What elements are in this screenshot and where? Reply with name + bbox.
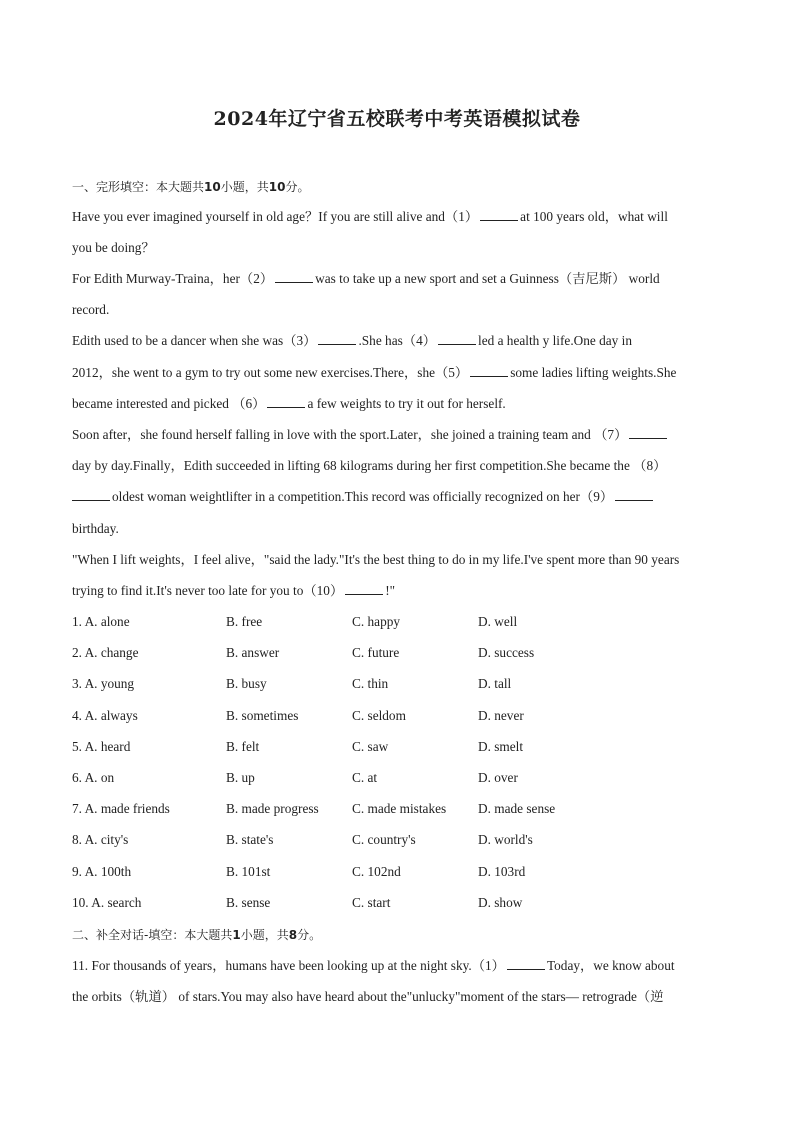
- answer-option[interactable]: D. smelt: [478, 739, 524, 754]
- answer-option[interactable]: C. happy: [352, 614, 401, 629]
- passage-line: record.: [72, 302, 110, 317]
- answer-option[interactable]: 6. A. on: [72, 770, 115, 785]
- passage-line: For Edith Murway-Traina，her（2） was to take up a new sport and set a Guinness（吉尼斯） world: [72, 271, 660, 286]
- passage-line: became interested and picked （6） a few weights to try it out for herself.: [72, 396, 506, 411]
- answer-blank[interactable]: [615, 489, 653, 501]
- section-2-heading: 二、补全对话-填空：本大题共1小题，共8分。: [72, 928, 322, 942]
- passage-line: the orbits（轨道） of stars.You may also have heard about the"unlucky"moment of the stars— retrograde（逆: [72, 989, 664, 1004]
- answer-blank[interactable]: [345, 583, 383, 595]
- answer-option[interactable]: D. well: [478, 614, 518, 629]
- passage-line: Have you ever imagined yourself in old age？If you are still alive and（1） at 100 years old，what will: [72, 209, 668, 224]
- answer-option[interactable]: B. state's: [226, 832, 274, 847]
- question-row: [0, 863, 794, 881]
- answer-option[interactable]: B. felt: [226, 739, 260, 754]
- answer-option[interactable]: B. busy: [226, 676, 267, 691]
- question-row: [0, 738, 794, 756]
- answer-blank[interactable]: [318, 333, 356, 345]
- answer-option[interactable]: B. answer: [226, 645, 280, 660]
- section-1-heading: 一、完形填空：本大题共10小题，共10分。: [72, 180, 310, 194]
- passage-line: "When I lift weights，I feel alive，"said the lady."It's the best thing to do in my life.I've spent more than 90 years: [72, 552, 680, 567]
- answer-option[interactable]: C. 102nd: [352, 864, 401, 879]
- answer-option[interactable]: B. up: [226, 770, 255, 785]
- passage-line: you be doing？: [72, 240, 155, 255]
- passage-line: oldest woman weightlifter in a competition.This record was officially recognized on her（9）: [72, 488, 655, 506]
- passage-line: 2012，she went to a gym to try out some new exercises.There，she（5） some ladies lifting weights.She: [72, 365, 677, 380]
- answer-option[interactable]: 1. A. alone: [72, 614, 130, 629]
- passage-line: Edith used to be a dancer when she was（3） .She has（4） led a health y life.One day in: [72, 333, 632, 348]
- answer-option[interactable]: 3. A. young: [72, 676, 135, 691]
- answer-option[interactable]: D. 103rd: [478, 864, 526, 879]
- question-row: [0, 675, 794, 693]
- answer-option[interactable]: 2. A. change: [72, 645, 139, 660]
- question-row: [0, 769, 794, 787]
- answer-blank[interactable]: [438, 333, 476, 345]
- passage-line: trying to find it.It's never too late for you to（10） !": [72, 583, 396, 598]
- answer-option[interactable]: C. start: [352, 895, 391, 910]
- answer-option[interactable]: C. thin: [352, 676, 389, 691]
- answer-blank[interactable]: [267, 396, 305, 408]
- answer-option[interactable]: C. saw: [352, 739, 389, 754]
- answer-option[interactable]: D. world's: [478, 832, 533, 847]
- question-row: [0, 831, 794, 849]
- passage-line: birthday.: [72, 521, 119, 536]
- answer-option[interactable]: C. future: [352, 645, 400, 660]
- answer-option[interactable]: 4. A. always: [72, 708, 138, 723]
- answer-option[interactable]: 7. A. made friends: [72, 801, 170, 816]
- question-row: [0, 707, 794, 725]
- answer-option[interactable]: B. free: [226, 614, 263, 629]
- question-row: [0, 800, 794, 818]
- answer-option[interactable]: D. made sense: [478, 801, 556, 816]
- answer-blank[interactable]: [507, 958, 545, 970]
- answer-option[interactable]: D. show: [478, 895, 523, 910]
- passage-line: day by day.Finally，Edith succeeded in lifting 68 kilograms during her first competition.She became the （8）: [72, 458, 667, 473]
- answer-option[interactable]: B. 101st: [226, 864, 271, 879]
- page-title: 2024年辽宁省五校联考中考英语模拟试卷: [213, 108, 581, 130]
- question-row: [0, 894, 794, 912]
- passage-line: Soon after，she found herself falling in love with the sport.Later，she joined a training team and （7）: [72, 426, 669, 444]
- answer-option[interactable]: 5. A. heard: [72, 739, 131, 754]
- answer-option[interactable]: D. never: [478, 708, 524, 723]
- answer-option[interactable]: B. sometimes: [226, 708, 299, 723]
- answer-option[interactable]: D. over: [478, 770, 518, 785]
- answer-option[interactable]: 8. A. city's: [72, 832, 129, 847]
- answer-option[interactable]: C. country's: [352, 832, 416, 847]
- answer-blank[interactable]: [275, 271, 313, 283]
- answer-option[interactable]: 10. A. search: [72, 895, 142, 910]
- answer-option[interactable]: D. success: [478, 645, 535, 660]
- passage-line: 11. For thousands of years，humans have been looking up at the night sky.（1） Today，we know about: [72, 958, 675, 973]
- answer-option[interactable]: C. at: [352, 770, 378, 785]
- answer-option[interactable]: C. seldom: [352, 708, 406, 723]
- answer-blank[interactable]: [480, 209, 518, 221]
- question-row: [0, 644, 794, 662]
- answer-blank[interactable]: [470, 365, 508, 377]
- question-row: [0, 613, 794, 631]
- answer-option[interactable]: B. sense: [226, 895, 271, 910]
- answer-option[interactable]: C. made mistakes: [352, 801, 447, 816]
- answer-blank[interactable]: [72, 489, 110, 501]
- answer-option[interactable]: 9. A. 100th: [72, 864, 132, 879]
- answer-option[interactable]: D. tall: [478, 676, 512, 691]
- answer-blank[interactable]: [629, 427, 667, 439]
- answer-option[interactable]: B. made progress: [226, 801, 319, 816]
